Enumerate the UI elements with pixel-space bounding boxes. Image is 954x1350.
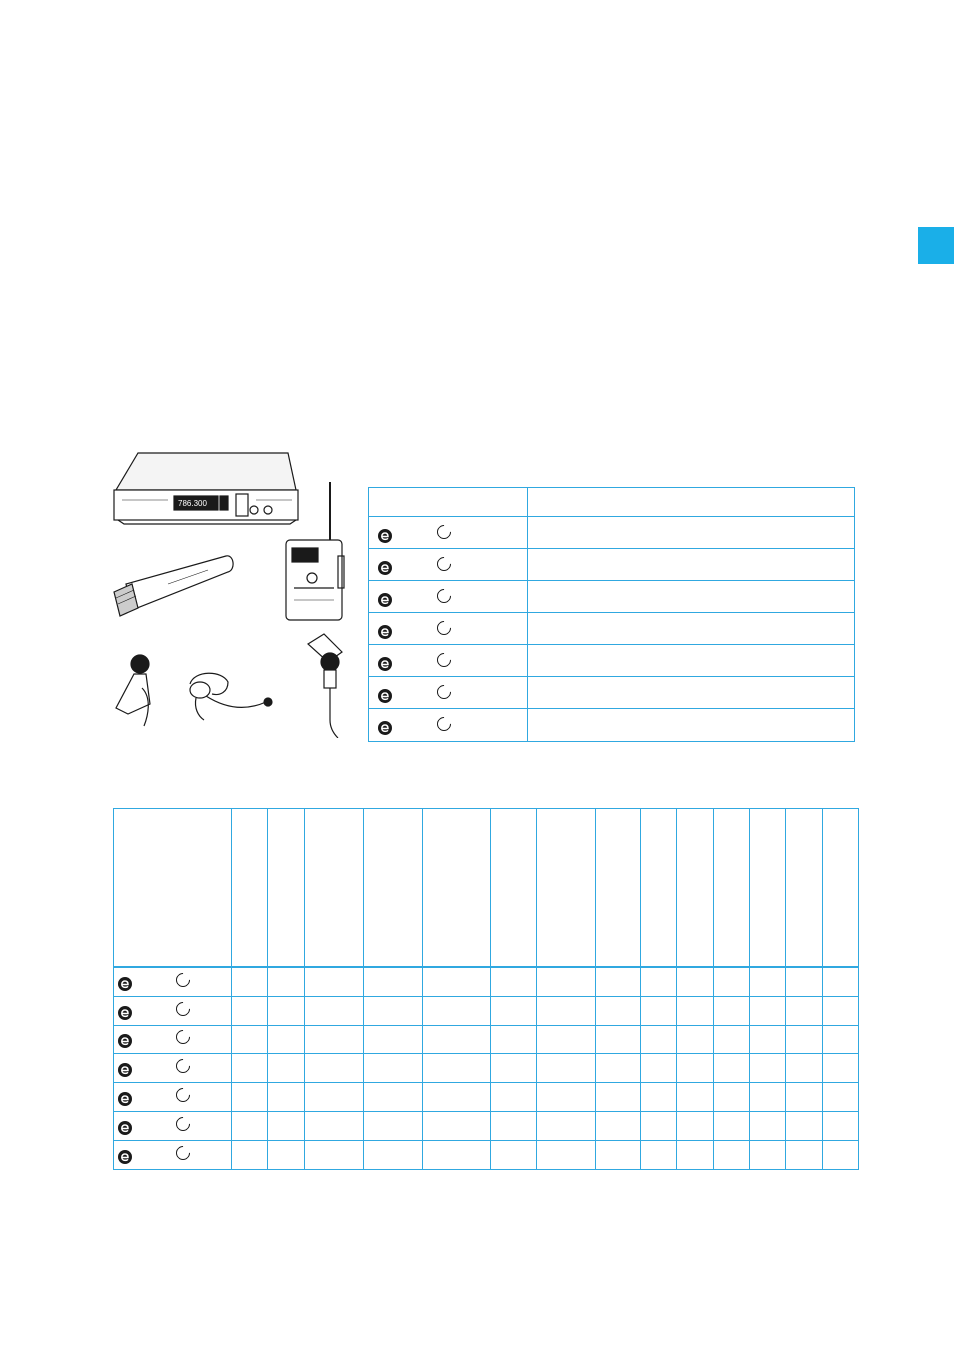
row-marker bbox=[118, 1149, 192, 1165]
e-series-logo-icon bbox=[118, 1150, 132, 1164]
e-series-logo-icon bbox=[118, 1092, 132, 1106]
e-series-logo-icon bbox=[118, 1006, 132, 1020]
row-marker bbox=[118, 1062, 192, 1078]
headset-microphone-illustration bbox=[190, 673, 272, 720]
row-marker bbox=[378, 688, 453, 704]
row-marker bbox=[118, 1120, 192, 1136]
e-series-logo-icon bbox=[118, 977, 132, 991]
clip-on-microphone-illustration bbox=[116, 655, 150, 726]
row-marker bbox=[118, 976, 192, 992]
handheld-microphone-illustration bbox=[114, 556, 233, 616]
row-marker bbox=[378, 592, 453, 608]
row-marker bbox=[118, 1091, 192, 1107]
e-series-logo-icon bbox=[378, 721, 392, 735]
e-series-logo-icon bbox=[378, 689, 392, 703]
row-marker bbox=[378, 656, 453, 672]
illustration-svg bbox=[108, 448, 348, 738]
row-marker bbox=[378, 624, 453, 640]
feature-table bbox=[113, 808, 859, 1170]
receiver-illustration bbox=[114, 453, 298, 524]
receiver-display: 786.300 bbox=[178, 499, 207, 508]
e-series-logo-icon bbox=[378, 593, 392, 607]
row-marker bbox=[118, 1033, 192, 1049]
e-series-logo-icon bbox=[378, 561, 392, 575]
row-marker bbox=[378, 528, 453, 544]
row-marker bbox=[118, 1005, 192, 1021]
e-series-logo-icon bbox=[118, 1063, 132, 1077]
chapter-tab bbox=[918, 227, 954, 264]
row-marker bbox=[378, 720, 453, 736]
row-marker bbox=[378, 560, 453, 576]
lavalier-microphone-illustration bbox=[308, 634, 342, 738]
e-series-logo-icon bbox=[378, 657, 392, 671]
product-illustrations bbox=[108, 448, 348, 738]
e-series-logo-icon bbox=[378, 625, 392, 639]
e-series-logo-icon bbox=[118, 1034, 132, 1048]
e-series-logo-icon bbox=[378, 529, 392, 543]
e-series-logo-icon bbox=[118, 1121, 132, 1135]
